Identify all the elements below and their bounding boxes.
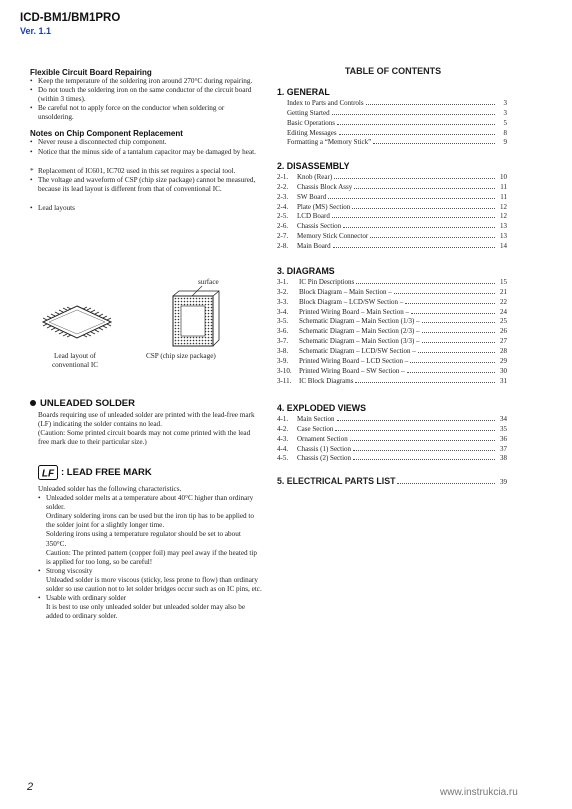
toc-entry-page: 28 <box>500 347 507 356</box>
toc-entry[interactable] <box>277 443 507 453</box>
toc-title: TABLE OF CONTENTS <box>344 66 442 76</box>
toc-entry-page: 9 <box>503 138 507 147</box>
toc-entry-page: 37 <box>500 444 507 453</box>
csp-diagram <box>165 288 221 352</box>
toc-section-general <box>277 97 507 146</box>
lead-free-intro: Unleaded solder has the following characteristics. <box>38 485 182 493</box>
surface-label: surface <box>198 278 219 286</box>
toc-entry-page: 39 <box>500 477 507 486</box>
toc-entry-page: 26 <box>500 327 507 336</box>
toc-entry-page: 5 <box>503 118 507 127</box>
toc-entry[interactable] <box>277 230 507 240</box>
toc-entry[interactable] <box>277 171 507 181</box>
left-column <box>30 68 260 213</box>
toc-entry-title: Chassis Block Assy <box>297 182 353 191</box>
toc-entry-number: 3-6. <box>277 327 289 336</box>
toc-entry-number: 2-7. <box>277 232 289 241</box>
toc-section-parts-list <box>277 476 507 486</box>
toc-section-heading: 3. DIAGRAMS <box>277 266 335 276</box>
logo-text: LF <box>41 468 55 480</box>
toc-entry[interactable] <box>277 97 507 107</box>
toc-entry-title: Ornament Section <box>297 434 348 443</box>
conventional-ic-diagram <box>37 300 117 346</box>
toc-entry[interactable] <box>277 240 507 250</box>
toc-entry-page: 14 <box>500 242 507 251</box>
caption-line: conventional IC <box>51 361 99 370</box>
flexible-list <box>30 77 260 122</box>
toc-entry[interactable] <box>277 476 507 486</box>
toc-entry-number: 2-4. <box>277 202 289 211</box>
list-detail: Caution: The printed pattern (copper foil) may peel away if the heated tip is applied for too long, so be careful! <box>46 548 258 566</box>
toc-section-diagrams <box>277 276 507 385</box>
toc-entry-title: Basic Operations <box>287 118 336 127</box>
list-detail: Unleaded solder is more viscous (sticky, less prone to flow) than ordinary solder so use caution not to let solder bridges occur such as on IC pins, etc. <box>46 575 262 594</box>
list-detail: Soldering irons using a temperature regulator should be set to about 350°C. <box>46 530 241 548</box>
toc-entry[interactable] <box>277 375 507 385</box>
document-version: Ver. 1.1 <box>20 26 52 36</box>
caption-line: Lead layout of <box>54 352 96 360</box>
conventional-caption <box>45 352 105 370</box>
toc-section-exploded-views <box>277 413 507 462</box>
toc-entry-title: Schematic Diagram – Main Section (3/3) – <box>299 337 420 346</box>
toc-entry-title: Main Board <box>297 242 331 251</box>
toc-section-heading: 1. GENERAL <box>277 87 330 97</box>
list-detail: It is best to use only unleaded solder but unleaded solder may also be added to ordinary solder. <box>46 603 246 621</box>
toc-entry-number: 4-4. <box>277 444 289 453</box>
toc-entry[interactable] <box>277 211 507 221</box>
toc-entry-title: Block Diagram – Main Section – <box>299 287 392 296</box>
toc-entry-page: 27 <box>500 337 507 346</box>
toc-section-heading: 4. EXPLODED VIEWS <box>277 403 366 413</box>
toc-entry-title: Formatting a “Memory Stick” <box>287 138 372 147</box>
toc-entry-title: Main Section <box>297 414 335 423</box>
toc-entry-page: 3 <box>503 98 507 107</box>
toc-entry[interactable] <box>277 107 507 117</box>
toc-entry-number: 3-11. <box>277 376 292 385</box>
csp-caption: CSP (chip size package) <box>146 352 216 360</box>
toc-entry-title: Case Section <box>297 424 334 433</box>
toc-entry-page: 22 <box>500 297 507 306</box>
list-item: • Strong viscosity <box>38 567 262 576</box>
toc-entry-number: 2-2. <box>277 182 289 191</box>
lead-layouts-label: • Lead layouts <box>30 204 260 213</box>
lead-free-list <box>38 494 262 621</box>
toc-entry-page: 29 <box>500 357 507 366</box>
toc-entry-page: 38 <box>500 454 507 463</box>
toc-entry[interactable] <box>277 345 507 355</box>
toc-entry-number: 3-9. <box>277 357 289 366</box>
toc-entry-number: 2-8. <box>277 242 289 251</box>
toc-entry-number: 2-3. <box>277 192 289 201</box>
toc-entry-page: 8 <box>503 128 507 137</box>
toc-entry-title: Printed Wiring Board – LCD Section – <box>299 357 409 366</box>
list-item: • Keep the temperature of the soldering iron around 270°C during repairing. <box>30 77 260 86</box>
toc-entry-title: Printed Wiring Board – Main Section – <box>299 307 410 316</box>
toc-entry-page: 31 <box>500 376 507 385</box>
list-detail: Ordinary soldering irons can be used but the iron tip has to be applied to the solder joint for a slightly longer time. <box>46 512 254 530</box>
toc-entry[interactable] <box>277 306 507 316</box>
toc-entry-page: 11 <box>500 182 507 191</box>
toc-entry-page: 11 <box>500 192 507 201</box>
toc-entry[interactable] <box>277 286 507 296</box>
list-item: • Notice that the minus side of a tantalum capacitor may be damaged by heat. <box>30 148 260 157</box>
toc-entry[interactable] <box>277 117 507 127</box>
flexible-heading: Flexible Circuit Board Repairing <box>30 68 152 77</box>
toc-entry-number: 3-1. <box>277 277 289 286</box>
toc-entry[interactable] <box>277 296 507 306</box>
toc-entry-page: 34 <box>500 414 507 423</box>
toc-entry-number: 2-5. <box>277 212 289 221</box>
toc-entry[interactable] <box>277 316 507 326</box>
list-item: • Never reuse a disconnected chip component. <box>30 138 260 147</box>
toc-entry-page: 13 <box>500 232 507 241</box>
toc-section-heading: 5. ELECTRICAL PARTS LIST <box>277 475 396 486</box>
toc-section-heading: 2. DISASSEMBLY <box>277 161 350 171</box>
toc-entry-page: 3 <box>503 108 507 117</box>
toc-entry[interactable] <box>277 220 507 230</box>
toc-entry-title: Printed Wiring Board – SW Section – <box>299 366 405 375</box>
list-item: • Be careful not to apply force on the conductor when soldering or unsoldering. <box>30 104 260 122</box>
toc-entry-title: Editing Messages <box>287 128 337 137</box>
toc-entry-title: IC Block Diagrams <box>299 376 354 385</box>
toc-entry-number: 3-4. <box>277 307 289 316</box>
chip-heading: Notes on Chip Component Replacement <box>30 129 183 139</box>
toc-entry-number: 3-3. <box>277 297 289 306</box>
lead-free-section <box>38 465 262 621</box>
toc-entry[interactable] <box>277 181 507 191</box>
toc-entry[interactable] <box>277 201 507 211</box>
toc-entry[interactable] <box>277 325 507 335</box>
toc-entry-number: 3-2. <box>277 287 289 296</box>
list-item: • Do not touch the soldering iron on the same conductor of the circuit board (within 3 times). <box>30 86 260 104</box>
toc-entry-title: Schematic Diagram – Main Section (1/3) – <box>299 317 420 326</box>
toc-entry-page: 21 <box>500 287 507 296</box>
toc-entry-title: Getting Started <box>287 108 330 117</box>
toc-entry[interactable] <box>277 365 507 375</box>
toc-entry[interactable] <box>277 355 507 365</box>
toc-entry[interactable] <box>277 453 507 463</box>
toc-entry-page: 13 <box>500 222 507 231</box>
toc-entry-number: 2-1. <box>277 172 289 181</box>
toc-entry-title: Index to Parts and Controls <box>287 98 364 107</box>
toc-entry-title: Chassis (2) Section <box>297 454 352 463</box>
watermark: www.instrukcia.ru <box>440 787 518 798</box>
toc-entry-number: 4-1. <box>277 414 289 423</box>
toc-entry-title: Schematic Diagram – LCD/SW Section – <box>299 347 416 356</box>
toc-entry-page: 25 <box>500 317 507 326</box>
toc-entry-number: 4-3. <box>277 434 289 443</box>
lead-free-heading: : LEAD FREE MARK <box>61 467 152 478</box>
toc-entry-page: 24 <box>500 307 507 316</box>
toc-entry[interactable] <box>277 137 507 147</box>
star-note: * Replacement of IC601, IC702 used in this set requires a special tool. <box>30 167 260 176</box>
toc-entry-page: 30 <box>500 366 507 375</box>
toc-entry-number: 3-5. <box>277 317 289 326</box>
toc-entry-title: Knob (Rear) <box>297 172 333 181</box>
unleaded-caution: (Caution: Some printed circuit boards may not come printed with the lead free mark due to their particular size.) <box>38 429 251 447</box>
toc-entry-page: 36 <box>500 434 507 443</box>
toc-section-disassembly <box>277 171 507 250</box>
toc-entry-number: 3-7. <box>277 337 289 346</box>
toc-entry-number: 4-5. <box>277 454 289 463</box>
toc-entry[interactable] <box>277 127 507 137</box>
toc-entry-page: 10 <box>500 172 507 181</box>
toc-entry-title: Plate (MS) Section <box>297 202 351 211</box>
toc-entry-title: SW Board <box>297 192 327 201</box>
toc-entry-title: IC Pin Descriptions <box>299 277 355 286</box>
toc-entry-page: 12 <box>500 202 507 211</box>
lead-free-logo-icon <box>38 465 58 480</box>
toc-entry-title: Schematic Diagram – Main Section (2/3) – <box>299 327 420 336</box>
toc-entry-page: 35 <box>500 424 507 433</box>
unleaded-section <box>30 398 262 447</box>
list-item: • Usable with ordinary solder <box>38 594 262 603</box>
list-item: • Unleaded solder melts at a temperature about 40°C higher than ordinary solder. <box>38 494 262 512</box>
toc-entry[interactable] <box>277 191 507 201</box>
toc-entry-title: Chassis (1) Section <box>297 444 352 453</box>
chip-list <box>30 138 260 213</box>
toc-entry-page: 15 <box>500 277 507 286</box>
bullet-icon <box>30 400 36 406</box>
document-title: ICD-BM1/BM1PRO <box>20 12 121 24</box>
toc-entry-number: 4-2. <box>277 424 289 433</box>
toc-entry-page: 12 <box>500 212 507 221</box>
toc-entry[interactable] <box>277 433 507 443</box>
toc-entry-title: Block Diagram – LCD/SW Section – <box>299 297 404 306</box>
toc-entry-title: Chassis Section <box>297 222 342 231</box>
toc-entry-number: 3-10. <box>277 366 292 375</box>
unleaded-text: Boards requiring use of unleaded solder are printed with the lead-free mark (LF) indicating the solder contains no lead. <box>38 411 255 429</box>
toc-entry-title: LCD Board <box>297 212 330 221</box>
toc-entry-title: Memory Stick Connector <box>297 232 369 241</box>
toc-entry[interactable] <box>277 413 507 423</box>
toc-entry[interactable] <box>277 335 507 345</box>
toc-entry[interactable] <box>277 423 507 433</box>
list-item: • The voltage and waveform of CSP (chip size package) cannot be measured, because its lead layout is different from that of conventional IC. <box>30 176 260 194</box>
toc-entry-number: 3-8. <box>277 347 289 356</box>
unleaded-heading: UNLEADED SOLDER <box>40 398 136 409</box>
toc-entry-number: 2-6. <box>277 222 289 231</box>
toc-entry[interactable] <box>277 276 507 286</box>
page-number: 2 <box>27 781 34 793</box>
